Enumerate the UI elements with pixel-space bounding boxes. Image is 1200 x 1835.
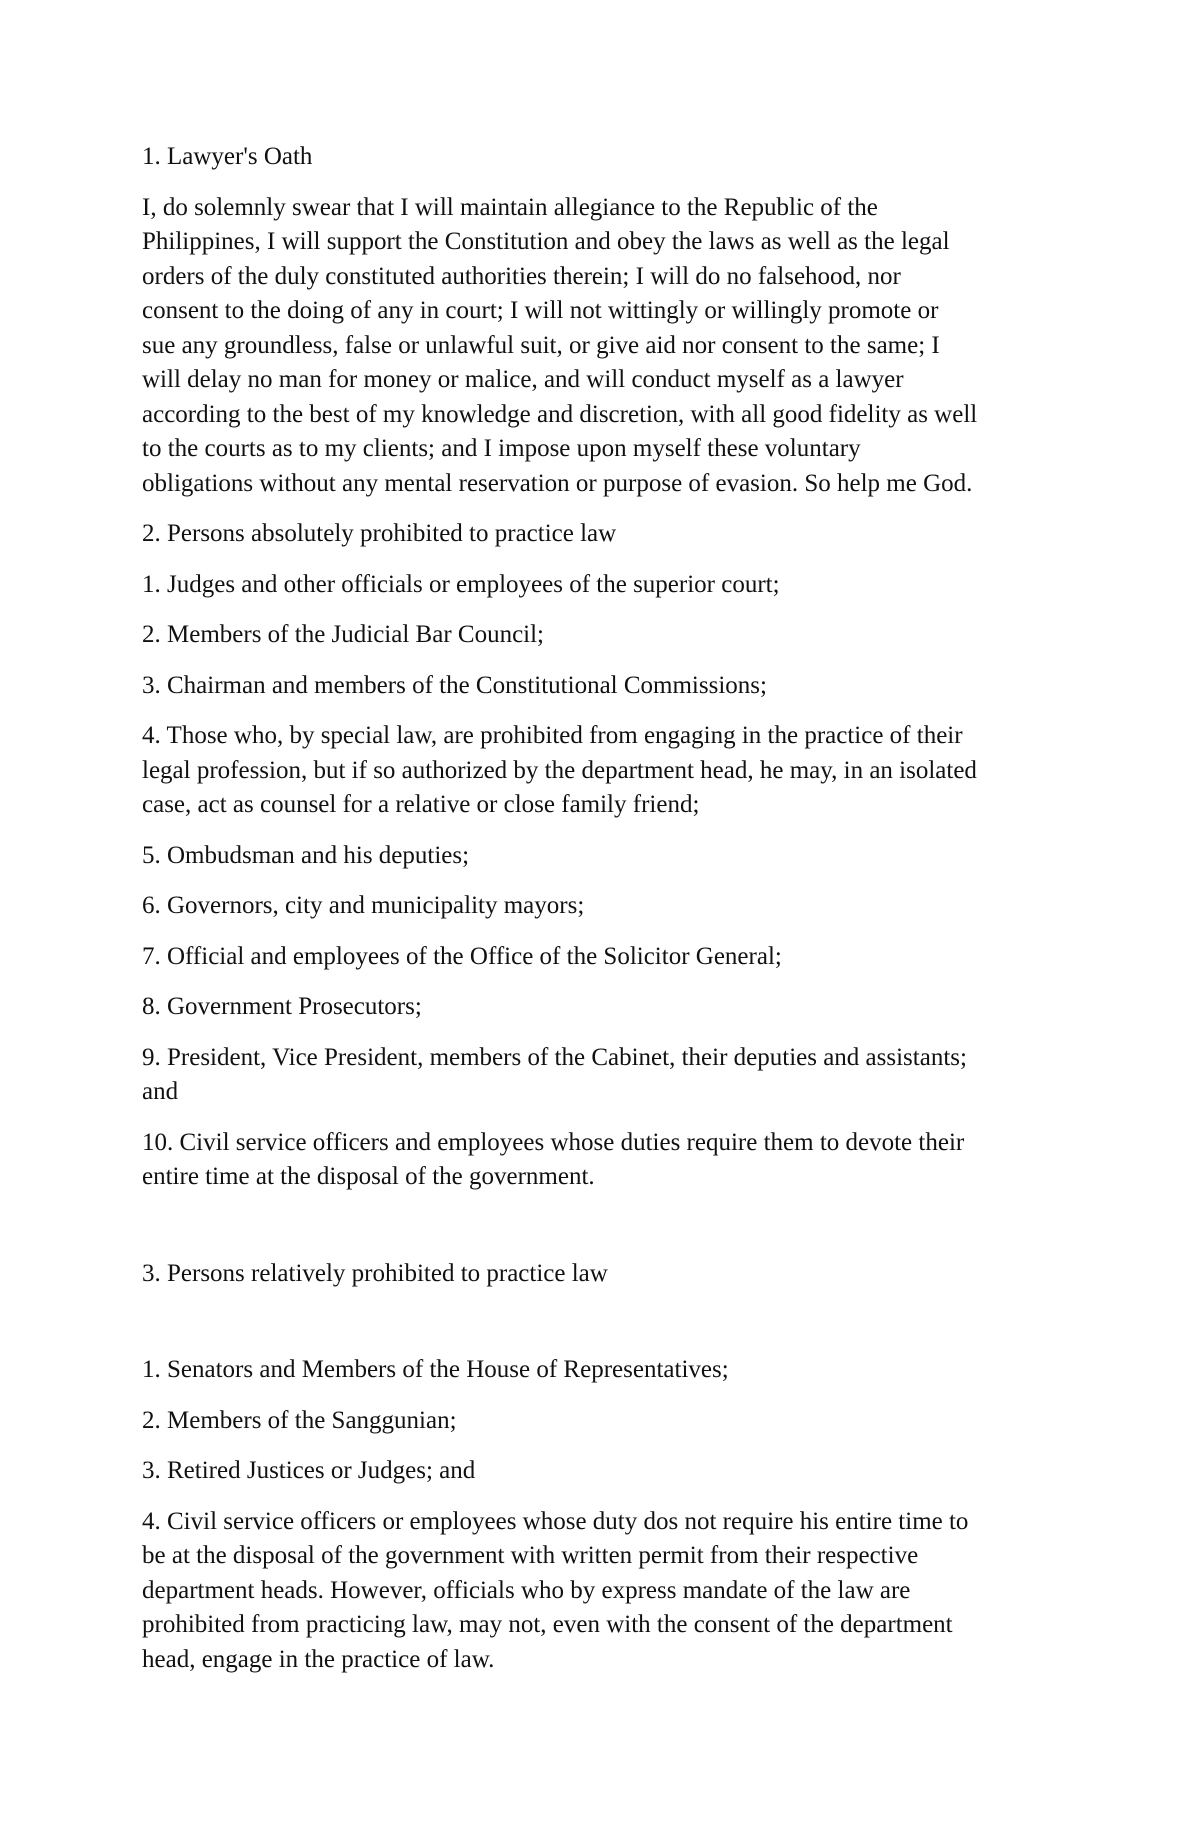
list-item: 7. Official and employees of the Office of the Solicitor General; <box>142 942 782 970</box>
list-item: 3. Chairman and members of the Constitutional Commissions; <box>142 671 767 699</box>
list-item: 10. Civil service officers and employees whose duties require them to devote their entire time at the disposal of the government. <box>142 1128 965 1190</box>
list-item: 1. Judges and other officials or employees of the superior court; <box>142 570 780 598</box>
list-item: 1. Senators and Members of the House of Representatives; <box>142 1356 729 1383</box>
list-item: 8. Government Prosecutors; <box>142 993 422 1020</box>
list-item: 4. Civil service officers or employees whose duty dos not require his entire time to be at the disposal of the government with written permit from their respective department heads. However, officials who by express mandate of the law are prohibited from practicing law, may not, even with the consent of the department head, engage in the practice of law. <box>142 1507 969 1673</box>
section-heading-absolutely-prohibited: 2. Persons absolutely prohibited to practice law <box>142 520 617 547</box>
list-item: 6. Governors, city and municipality mayors; <box>142 892 585 919</box>
section-heading-relatively-prohibited: 3. Persons relatively prohibited to practice law <box>142 1259 608 1287</box>
list-item: 3. Retired Justices or Judges; and <box>142 1457 476 1484</box>
list-item: 4. Those who, by special law, are prohibited from engaging in the practice of their legal profession, but if so authorized by the department head, he may, in an isolated case, act as counsel for a relative or close family friend; <box>142 722 977 818</box>
document-body <box>142 140 1072 1693</box>
list-item: 5. Ombudsman and his deputies; <box>142 841 470 869</box>
section-heading-lawyers-oath: 1. Lawyer's Oath <box>142 143 313 170</box>
oath-paragraph: I, do solemnly swear that I will maintain allegiance to the Republic of the Philippines, I will support the Constitution and obey the laws as well as the legal orders of the duly constituted authorities therein; I will do no falsehood, nor consent to the doing of any in court; I will not wittingly or willingly promote or sue any groundless, false or unlawful suit, or give aid nor consent to the same; I will delay no man for money or malice, and will conduct myself as a lawyer according to the best of my knowledge and discretion, with all good fidelity as well to the courts as to my clients; and I impose upon myself these voluntary obligations without any mental reservation or purpose of evasion. So help me God. <box>142 193 978 497</box>
list-item: 9. President, Vice President, members of the Cabinet, their deputies and assistants; and <box>142 1043 967 1105</box>
list-item: 2. Members of the Judicial Bar Council; <box>142 621 545 648</box>
list-item: 2. Members of the Sanggunian; <box>142 1406 457 1434</box>
